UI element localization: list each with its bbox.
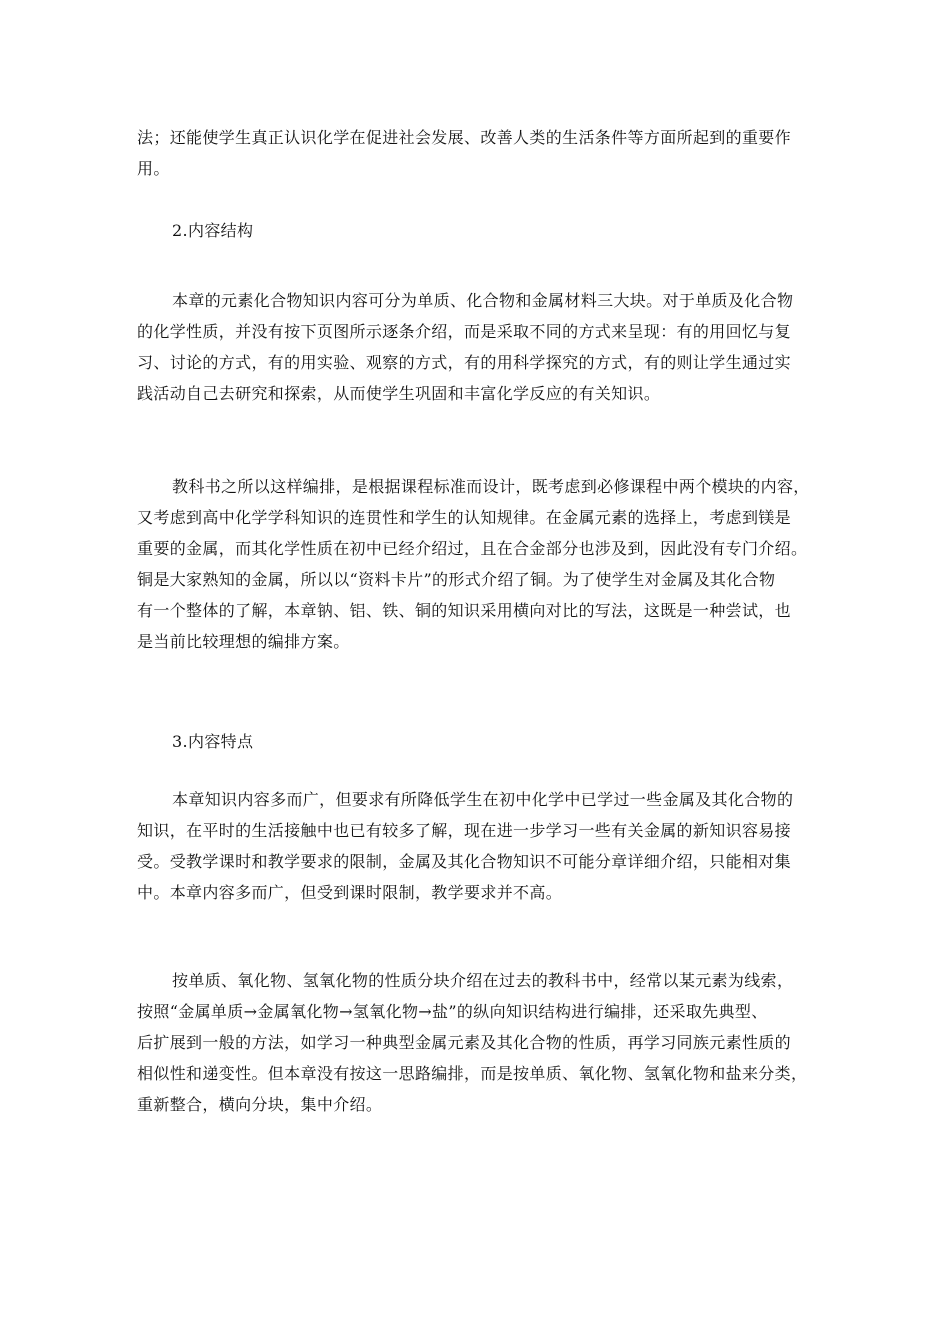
text-line: 习、讨论的方式，有的用实验、观察的方式，有的用科学探究的方式，有的则让学生通过实 [137,353,792,372]
text-line: 用。 [137,159,170,178]
text-line: 受。受教学课时和教学要求的限制，金属及其化合物知识不可能分章详细介绍，只能相对集 [137,852,792,871]
text-line: 重要的金属，而其化学性质在初中已经介绍过，且在合金部分也涉及到，因此没有专门介绍。 [137,539,808,558]
paragraph [137,784,817,908]
paragraph-continuation [137,122,817,184]
text-line: 按单质、氧化物、氢氧化物的性质分块介绍在过去的教科书中，经常以某元素为线索， [172,971,794,990]
text-line: 知识，在平时的生活接触中也已有较多了解，现在进一步学习一些有关金属的新知识容易接 [137,821,792,840]
text-line: 又考虑到高中化学学科知识的连贯性和学生的认知规律。在金属元素的选择上，考虑到镁是 [137,508,792,527]
text-line: 是当前比较理想的编排方案。 [137,632,350,651]
text-line: 铜是大家熟知的金属，所以以“资料卡片”的形式介绍了铜。为了使学生对金属及其化合物 [137,570,776,589]
section-heading: 3.内容特点 [172,732,254,751]
text-line: 有一个整体的了解，本章钠、铝、铁、铜的知识采用横向对比的写法，这既是一种尝试，也 [137,601,792,620]
section-heading: 2.内容结构 [172,221,254,240]
text-line: 相似性和递变性。但本章没有按这一思路编排，而是按单质、氧化物、氢氧化物和盐来分类， [137,1064,808,1083]
section-heading-content-features [137,726,817,757]
text-line: 法；还能使学生真正认识化学在促进社会发展、改善人类的生活条件等方面所起到的重要作 [137,128,792,147]
text-line: 重新整合，横向分块，集中介绍。 [137,1095,383,1114]
text-line: 的化学性质，并没有按下页图所示逐条介绍，而是采取不同的方式来呈现：有的用回忆与复 [137,322,792,341]
text-line: 本章的元素化合物知识内容可分为单质、化合物和金属材料三大块。对于单质及化合物 [172,291,794,310]
text-line: 中。本章内容多而广，但受到课时限制，教学要求并不高。 [137,883,563,902]
text-line: 践活动自己去研究和探索，从而使学生巩固和丰富化学反应的有关知识。 [137,384,661,403]
text-line: 按照“金属单质→金属氧化物→氢氧化物→盐”的纵向知识结构进行编排，还采取先典型、 [137,1002,768,1021]
paragraph [137,285,817,409]
text-line: 本章知识内容多而广，但要求有所降低学生在初中化学中已学过一些金属及其化合物的 [172,790,794,809]
text-line: 后扩展到一般的方法，如学习一种典型金属元素及其化合物的性质，再学习同族元素性质的 [137,1033,792,1052]
paragraph [137,965,817,1120]
paragraph [137,471,817,657]
section-heading-content-structure [137,215,817,246]
text-line: 教科书之所以这样编排，是根据课程标准而设计，既考虑到必修课程中两个模块的内容， [172,477,810,496]
